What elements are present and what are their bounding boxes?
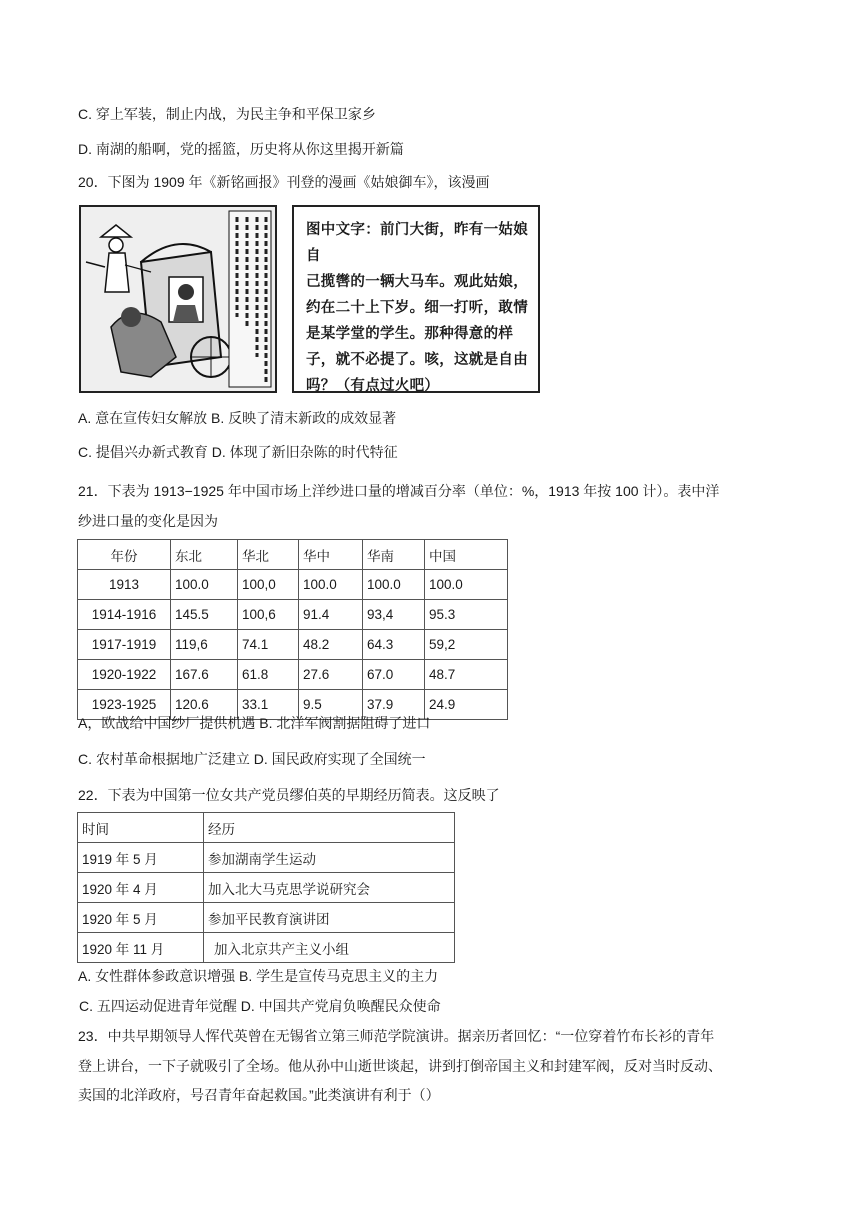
q19-option-d: D. 南湖的船啊，党的摇篮，历史将从你这里揭开新篇 [78, 141, 404, 157]
table-header-cell: 经历 [204, 813, 455, 843]
table-header-row [78, 540, 508, 570]
table-cell: 24.9 [425, 690, 508, 720]
table-header-cell: 华北 [238, 540, 299, 570]
caption-line: 图中文字：前门大街，昨有一姑娘自 [306, 221, 528, 264]
table-header-cell: 东北 [171, 540, 238, 570]
caption-line: 己揽辔的一辆大马车。观此姑娘， [306, 273, 528, 290]
table-cell: 91.4 [299, 600, 363, 630]
q21-stem-line2: 纱进口量的变化是因为 [78, 513, 218, 529]
table-cell: 9.5 [299, 690, 363, 720]
q20-stem: 20．下图为 1909 年《新铭画报》刊登的漫画《姑娘御车》，该漫画 [78, 174, 490, 190]
table-row [78, 660, 508, 690]
table-cell: 61.8 [238, 660, 299, 690]
table-cell: 1920 年 11 月 [78, 933, 204, 963]
table-header-cell: 华南 [363, 540, 425, 570]
cartoon-image [79, 205, 277, 393]
yarn-import-table [77, 539, 508, 720]
caption-line: 是某学堂的学生。那种得意的样 [306, 325, 514, 342]
table-cell: 67.0 [363, 660, 425, 690]
table-header-cell: 年份 [78, 540, 171, 570]
table-cell: 1914-1916 [78, 600, 171, 630]
q21-options-cd: C. 农村革命根据地广泛建立 D. 国民政府实现了全国统一 [78, 751, 426, 767]
table-cell: 100.0 [425, 570, 508, 600]
table-cell: 59,2 [425, 630, 508, 660]
table-cell: 95.3 [425, 600, 508, 630]
cartoon-caption-box [292, 205, 540, 393]
table-cell: 74.1 [238, 630, 299, 660]
table-cell: 167.6 [171, 660, 238, 690]
table-cell: 100,0 [238, 570, 299, 600]
table-cell: 100.0 [171, 570, 238, 600]
table-row [78, 903, 455, 933]
table-cell: 1920 年 5 月 [78, 903, 204, 933]
table-cell: 1923-1925 [78, 690, 171, 720]
table-cell: 33.1 [238, 690, 299, 720]
table-header-cell: 中国 [425, 540, 508, 570]
biography-table [77, 812, 455, 963]
q22-options-ab: A. 女性群体参政意识增强 B. 学生是宣传马克思主义的主力 [78, 968, 439, 984]
q23-stem-line2: 登上讲台，一下子就吸引了全场。他从孙中山逝世谈起，讲到打倒帝国主义和封建军阀，反对当时反动、 [78, 1058, 722, 1074]
table-cell: 93,4 [363, 600, 425, 630]
q21-stem-line1: 21．下表为 1913−1925 年中国市场上洋纱进口量的增减百分率（单位：%，1913 年按 100 计）。表中洋 [78, 483, 720, 499]
table-row [78, 933, 455, 963]
table-cell: 48.2 [299, 630, 363, 660]
cartoon-illustration [81, 207, 275, 391]
q22-options-cd: C. 五四运动促进青年觉醒 D. 中国共产党肩负唤醒民众使命 [79, 998, 441, 1014]
table-cell: 120.6 [171, 690, 238, 720]
q23-stem-line1: 23．中共早期领导人恽代英曾在无锡省立第三师范学院演讲。据亲历者回忆：“一位穿着竹布长衫的青年 [78, 1028, 715, 1044]
table-row [78, 600, 508, 630]
table-cell: 100,6 [238, 600, 299, 630]
table-cell: 参加平民教育演讲团 [204, 903, 455, 933]
caption-line: 吗？（有点过火吧） [306, 377, 440, 394]
table-cell: 37.9 [363, 690, 425, 720]
table-row [78, 873, 455, 903]
table-cell: 100.0 [299, 570, 363, 600]
q19-option-c: C. 穿上军装，制止内战，为民主争和平保卫家乡 [78, 106, 376, 122]
table-header-row [78, 813, 455, 843]
q20-options-cd: C. 提倡兴办新式教育 D. 体现了新旧杂陈的时代特征 [78, 444, 398, 460]
table-cell: 1920-1922 [78, 660, 171, 690]
table-cell: 1913 [78, 570, 171, 600]
table-row [78, 843, 455, 873]
caption-line: 子，就不必提了。咳，这就是自由 [306, 351, 528, 368]
table-cell: 48.7 [425, 660, 508, 690]
table-cell: 参加湖南学生运动 [204, 843, 455, 873]
q23-stem-line3: 卖国的北洋政府，号召青年奋起救国。”此类演讲有利于（） [78, 1087, 440, 1103]
table-cell: 加入北大马克思学说研究会 [204, 873, 455, 903]
table-cell: 64.3 [363, 630, 425, 660]
table-cell: 1917-1919 [78, 630, 171, 660]
table-header-cell: 华中 [299, 540, 363, 570]
table-cell: 119,6 [171, 630, 238, 660]
q20-options-ab: A. 意在宣传妇女解放 B. 反映了清末新政的成效显著 [78, 410, 397, 426]
caption-line: 约在二十上下岁。细一打听，敢情 [306, 299, 528, 316]
table-header-cell: 时间 [78, 813, 204, 843]
q21-options-ab: A，欧战给中国纱厂提供机遇 B. 北洋军阀割据阻碍了进口 [78, 715, 431, 731]
table-cell: 加入北京共产主义小组 [204, 933, 455, 963]
table-cell: 27.6 [299, 660, 363, 690]
table-cell: 100.0 [363, 570, 425, 600]
table-cell: 145.5 [171, 600, 238, 630]
q22-stem: 22．下表为中国第一位女共产党员缪伯英的早期经历简表。这反映了 [78, 787, 500, 803]
table-row [78, 630, 508, 660]
table-row [78, 570, 508, 600]
table-cell: 1920 年 4 月 [78, 873, 204, 903]
table-cell: 1919 年 5 月 [78, 843, 204, 873]
